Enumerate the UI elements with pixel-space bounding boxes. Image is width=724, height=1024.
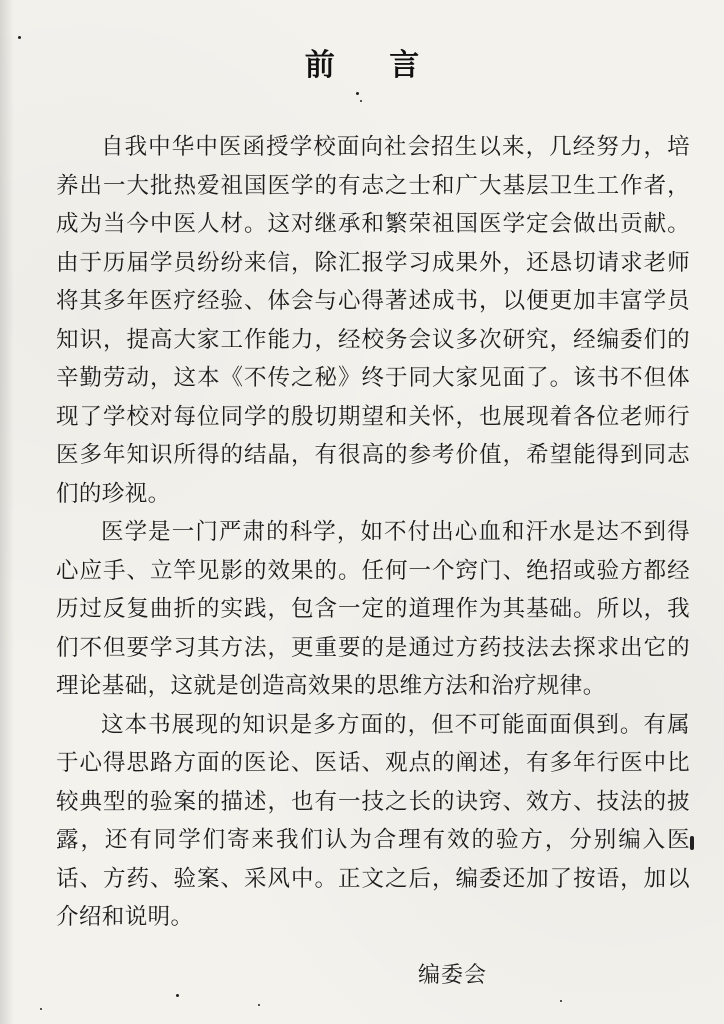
page-title: 前 言 <box>304 48 442 83</box>
paragraph-3: 这本书展现的知识是多方面的，但不可能面面俱到。有属于心得思路方面的医论、医话、观点的阐述，有多年行医中比较典型的验案的描述，也有一技之长的诀窍、效方、技法的披露，还有同学们寄来我们认为合理有效的验方，分别编入医话、方药、验案、采风中。正文之后，编委还加了按语，加以介绍和说明。 <box>56 711 690 930</box>
scan-speck <box>560 1000 562 1002</box>
scan-speck <box>176 994 179 997</box>
scan-speck <box>356 92 359 95</box>
paragraph-1: 自我中华中医函授学校面向社会招生以来，几经努力，培养出一大批热爱祖国医学的有志之士和广大基层卫生工作者，成为当今中医人材。这对继承和繁荣祖国医学定会做出贡献。由于历届学员纷纷来信，除汇报学习成果外，还恳切请求老师将其多年医疗经验、体会与心得著述成书，以便更加丰富学员知识，提高大家工作能力，经校务会议多次研究，经编委们的辛勤劳动，这本《不传之秘》终于同大家见面了。该书不但体现了学校对每位同学的殷切期望和关怀，也展现着各位老师行医多年知识所得的结晶，有很高的参考价值，希望能得到同志们的珍视。 <box>56 134 690 507</box>
signature: 编委会 <box>418 963 488 988</box>
preface-body <box>56 128 690 937</box>
scan-speck <box>258 1004 260 1006</box>
page-edge-shadow <box>0 0 14 1024</box>
scan-speck <box>360 100 362 102</box>
scan-speck <box>690 836 694 850</box>
scan-speck <box>40 1008 42 1010</box>
scan-speck <box>18 36 21 39</box>
paragraph-2: 医学是一门严肃的科学，如不付出心血和汗水是达不到得心应手、立竿见影的效果的。任何一个窍门、绝招或验方都经历过反复曲折的实践，包含一定的道理作为其基础。所以，我们不但要学习其方法，更重要的是通过方药技法去探求出它的理论基础，这就是创造高效果的思维方法和治疗规律。 <box>56 519 690 699</box>
